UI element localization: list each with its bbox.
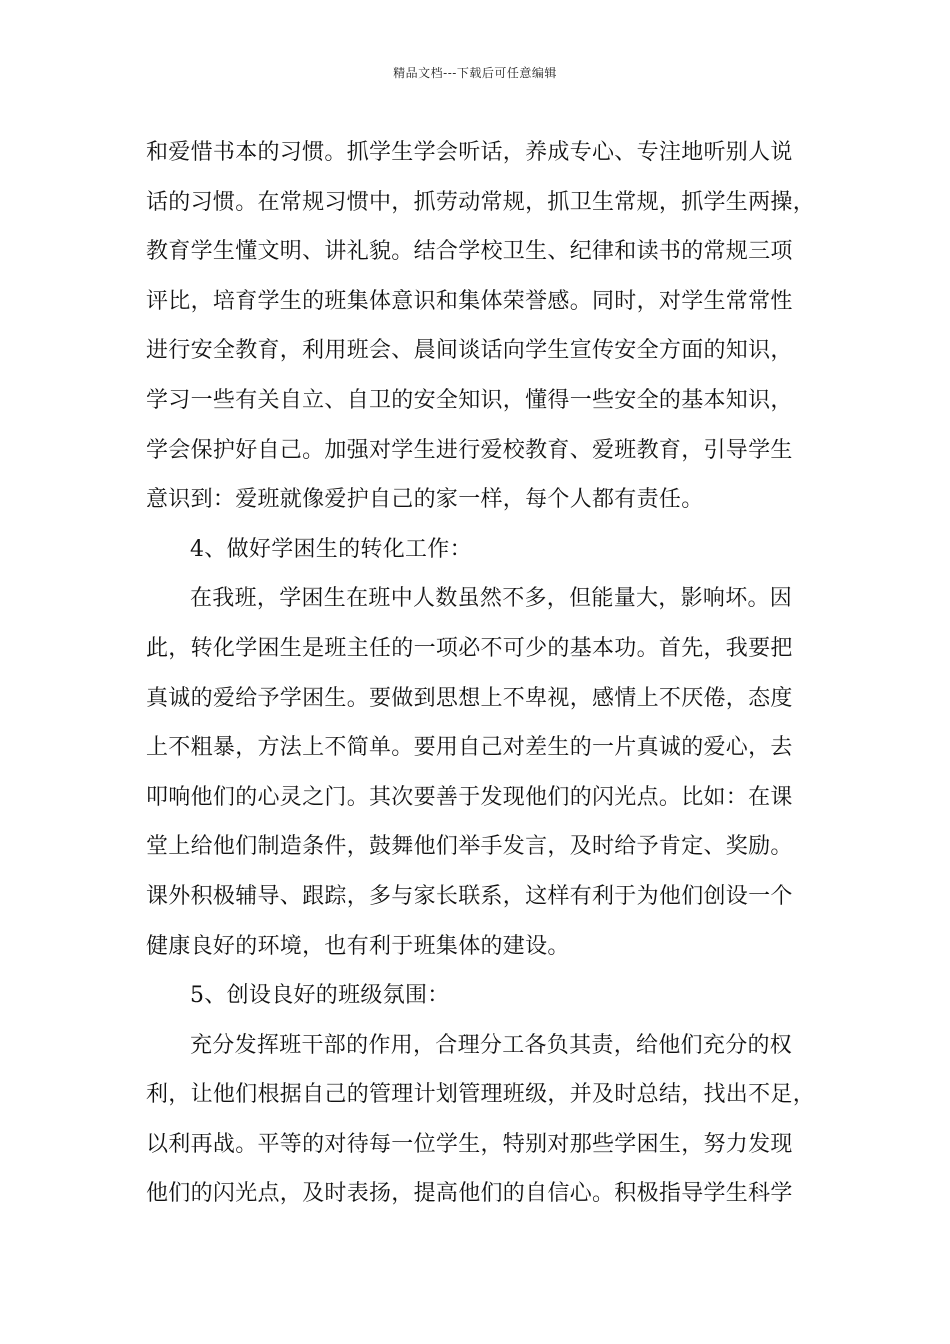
text-line: 进行安全教育，利用班会、晨间谈话向学生宣传安全方面的知识， [146,338,793,364]
text-line: 利，让他们根据自己的管理计划管理班级，并及时总结，找出不足， [146,1082,816,1108]
text-line: 和爱惜书本的习惯。抓学生学会听话，养成专心、专注地听别人说 [146,140,793,165]
text-line: 课外积极辅导、跟踪，多与家长联系，这样有利于为他们创设一个 [146,883,793,909]
text-line: 健康良好的环境，也有利于班集体的建设。 [146,933,570,959]
text-line: 评比，培育学生的班集体意识和集体荣誉感。同时，对学生常常性 [146,288,793,314]
text-line: 在我班，学困生在班中人数虽然不多，但能量大，影响坏。因 [190,586,793,612]
text-line: 学习一些有关自立、自卫的安全知识，懂得一些安全的基本知识， [146,387,793,413]
section-heading: 5、创设良好的班级氛围： [190,983,450,1009]
text-line: 真诚的爱给予学困生。要做到思想上不卑视，感情上不厌倦，态度 [146,685,793,711]
text-line: 充分发挥班干部的作用，合理分工各负其责，给他们充分的权 [190,1032,793,1058]
text-line: 此，转化学困生是班主任的一项必不可少的基本功。首先，我要把 [146,635,793,661]
text-line: 意识到：爱班就像爱护自己的家一样，每个人都有责任。 [146,487,704,513]
text-line: 以利再战。平等的对待每一位学生，特别对那些学困生，努力发现 [146,1131,793,1157]
text-line: 教育学生懂文明、讲礼貌。结合学校卫生、纪律和读书的常规三项 [146,239,793,265]
text-line: 堂上给他们制造条件，鼓舞他们举手发言，及时给予肯定、奖励。 [146,834,793,860]
text-line: 叩响他们的心灵之门。其次要善于发现他们的闪光点。比如：在课 [146,784,793,810]
text-line: 他们的闪光点，及时表扬，提高他们的自信心。积极指导学生科学 [146,1181,793,1207]
text-line: 学会保护好自己。加强对学生进行爱校教育、爱班教育，引导学生 [146,437,793,463]
page-header: 精品文档---下载后可任意编辑 [393,66,557,80]
text-line: 话的习惯。在常规习惯中，抓劳动常规，抓卫生常规，抓学生两操， [146,189,816,215]
section-heading: 4、做好学困生的转化工作： [190,536,472,562]
document-body [146,128,821,1219]
text-line: 上不粗暴，方法上不简单。要用自己对差生的一片真诚的爱心，去 [146,735,793,761]
